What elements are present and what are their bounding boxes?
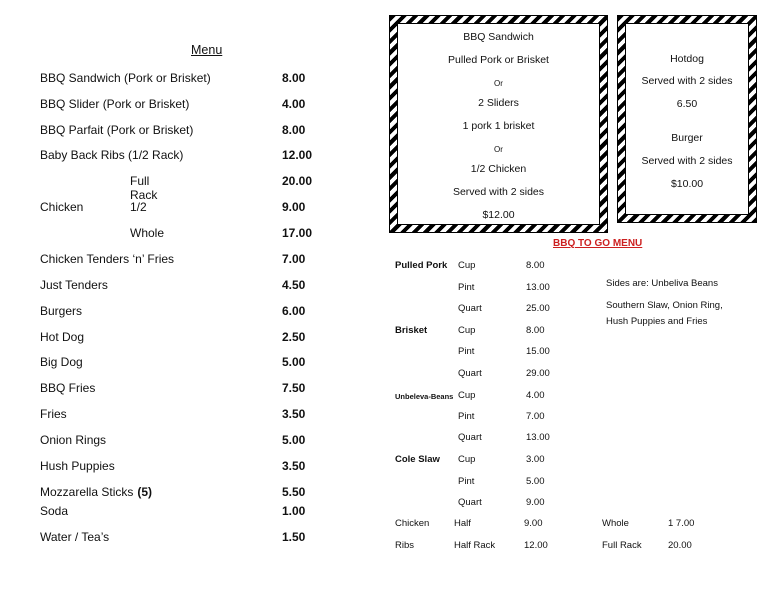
- menu-item-label: Soda: [40, 504, 69, 518]
- menu-item-option: 1/2: [130, 200, 147, 214]
- combo-line: Pulled Pork or Brisket: [448, 54, 549, 66]
- menu-item-label: Hush Puppies: [40, 459, 115, 473]
- hotdog-box: [617, 15, 757, 223]
- menu-item: [40, 330, 84, 344]
- hotdog-line: Burger: [671, 132, 703, 144]
- hotdog-line: Served with 2 sides: [641, 155, 733, 167]
- to-go-price: 12.00: [524, 540, 548, 551]
- to-go-size: Full Rack: [602, 540, 642, 551]
- hotdog-line: Hotdog: [670, 53, 704, 65]
- menu-item: [40, 97, 189, 111]
- to-go-price: 15.00: [526, 346, 550, 357]
- menu-item-price: 6.00: [282, 304, 306, 318]
- menu-item: [40, 530, 109, 544]
- menu-item-option: Whole: [130, 226, 165, 240]
- combo-box-inner: [397, 23, 600, 225]
- to-go-price: 1 7.00: [668, 518, 695, 529]
- menu-item-price: 4.00: [282, 97, 306, 111]
- menu-item: [40, 504, 68, 518]
- menu-item: [40, 433, 106, 447]
- combo-line: $12.00: [482, 209, 515, 221]
- menu-item-price: 3.50: [282, 407, 306, 421]
- to-go-price: 13.00: [526, 432, 550, 443]
- to-go-item: Cole Slaw: [395, 454, 440, 465]
- combo-line: BBQ Sandwich: [463, 31, 534, 43]
- to-go-price: 7.00: [526, 411, 545, 422]
- hotdog-line: $10.00: [670, 178, 704, 190]
- to-go-size: Pint: [458, 346, 475, 357]
- to-go-size: Pint: [458, 476, 475, 487]
- hotdog-line: Served with 2 sides: [641, 75, 733, 87]
- menu-item: [40, 252, 174, 266]
- to-go-size: Quart: [458, 432, 482, 443]
- menu-item-label: BBQ Sandwich (Pork or Brisket): [40, 71, 211, 85]
- menu-item: [40, 200, 147, 214]
- to-go-item: Pulled Pork: [395, 260, 448, 271]
- hotdog-box-inner: [625, 23, 749, 215]
- menu-item-label: BBQ Parfait (Pork or Brisket): [40, 123, 194, 137]
- menu-item: [40, 407, 67, 421]
- to-go-title: BBQ TO GO MENU: [553, 238, 643, 249]
- to-go-price: 3.00: [526, 454, 545, 465]
- to-go-item: Chicken: [395, 518, 430, 529]
- menu-item-price: 3.50: [282, 459, 306, 473]
- menu-item-price: 8.00: [282, 123, 306, 137]
- menu-item-label: Burgers: [40, 304, 83, 318]
- to-go-price: 29.00: [526, 368, 550, 379]
- hotdog-line: 6.50: [676, 98, 698, 110]
- to-go-size: Half Rack: [454, 540, 496, 551]
- sides-line: Sides are: Unbeliva Beans: [606, 278, 718, 289]
- to-go-price: 25.00: [526, 303, 550, 314]
- menu-item-price: 7.00: [282, 252, 306, 266]
- menu-item-label: Onion Rings: [40, 433, 107, 447]
- to-go-price: 8.00: [526, 260, 545, 271]
- menu-item: [40, 278, 108, 292]
- to-go-price: 13.00: [526, 282, 550, 293]
- to-go-size: Whole: [602, 518, 629, 529]
- to-go-price: 5.00: [526, 476, 545, 487]
- menu-item-price: 2.50: [282, 330, 306, 344]
- menu-item-price: 4.50: [282, 278, 306, 292]
- to-go-size: Pint: [458, 282, 475, 293]
- menu-item-label: BBQ Fries: [40, 381, 96, 395]
- menu-item: [40, 459, 115, 473]
- menu-item-price: 12.00: [282, 148, 313, 162]
- to-go-size: Quart: [458, 303, 482, 314]
- menu-item: [40, 381, 95, 395]
- combo-line: 1/2 Chicken: [470, 163, 527, 175]
- menu-item-label: Chicken Tenders ‘n’ Fries: [40, 252, 175, 266]
- menu-item-option: Full Rack: [130, 174, 158, 202]
- to-go-item: Brisket: [395, 325, 428, 336]
- menu-item: [40, 123, 193, 137]
- menu-item-label: Water / Tea’s: [40, 530, 110, 544]
- to-go-price: 8.00: [526, 325, 545, 336]
- to-go-size: Cup: [458, 260, 476, 271]
- sides-line: Southern Slaw, Onion Ring,: [606, 300, 723, 311]
- to-go-price: 20.00: [668, 540, 692, 551]
- menu-item-price: 17.00: [282, 226, 313, 240]
- menu-item-label: Chicken: [40, 200, 84, 214]
- to-go-item: Unbeleva-Beans: [395, 392, 454, 401]
- combo-line: 1 pork 1 brisket: [462, 120, 535, 132]
- menu-item-price: 1.50: [282, 530, 306, 544]
- combo-box: [389, 15, 608, 233]
- menu-item: [40, 148, 183, 162]
- menu-item-qty: (5): [137, 485, 153, 499]
- to-go-size: Quart: [458, 368, 482, 379]
- menu-item-label: Baby Back Ribs (1/2 Rack): [40, 148, 184, 162]
- menu-title: Menu: [191, 43, 223, 57]
- menu-item: [40, 71, 211, 85]
- menu-item-price: 9.00: [282, 200, 306, 214]
- menu-item: [40, 304, 82, 318]
- combo-line: Served with 2 sides: [452, 186, 545, 198]
- menu-item: [40, 355, 83, 369]
- to-go-price: 9.00: [524, 518, 543, 529]
- to-go-price: 9.00: [526, 497, 545, 508]
- menu-item-label: Fries: [40, 407, 67, 421]
- to-go-size: Cup: [458, 325, 476, 336]
- to-go-size: Half: [454, 518, 471, 529]
- to-go-size: Pint: [458, 411, 475, 422]
- menu-item-price: 20.00: [282, 174, 313, 188]
- to-go-size: Quart: [458, 497, 482, 508]
- to-go-size: Cup: [458, 390, 476, 401]
- menu-item-price: 7.50: [282, 381, 306, 395]
- to-go-item: Ribs: [395, 540, 415, 551]
- menu-item-label: Big Dog: [40, 355, 83, 369]
- menu-item-label: Mozzarella Sticks: [40, 485, 134, 499]
- menu-item-price: 5.00: [282, 433, 306, 447]
- menu-item-label: BBQ Slider (Pork or Brisket): [40, 97, 190, 111]
- menu-item-price: 5.50: [282, 485, 306, 499]
- menu-item-label: Just Tenders: [40, 278, 108, 292]
- combo-line: Or: [494, 79, 503, 88]
- menu-item-price: 8.00: [282, 71, 306, 85]
- sides-line: Hush Puppies and Fries: [606, 316, 708, 327]
- menu-item-price: 5.00: [282, 355, 306, 369]
- combo-line: 2 Sliders: [478, 97, 519, 109]
- menu-item: [40, 485, 152, 499]
- combo-line: Or: [494, 145, 503, 154]
- menu-item-label: Hot Dog: [40, 330, 85, 344]
- to-go-price: 4.00: [526, 390, 545, 401]
- to-go-size: Cup: [458, 454, 476, 465]
- menu-item-price: 1.00: [282, 504, 306, 518]
